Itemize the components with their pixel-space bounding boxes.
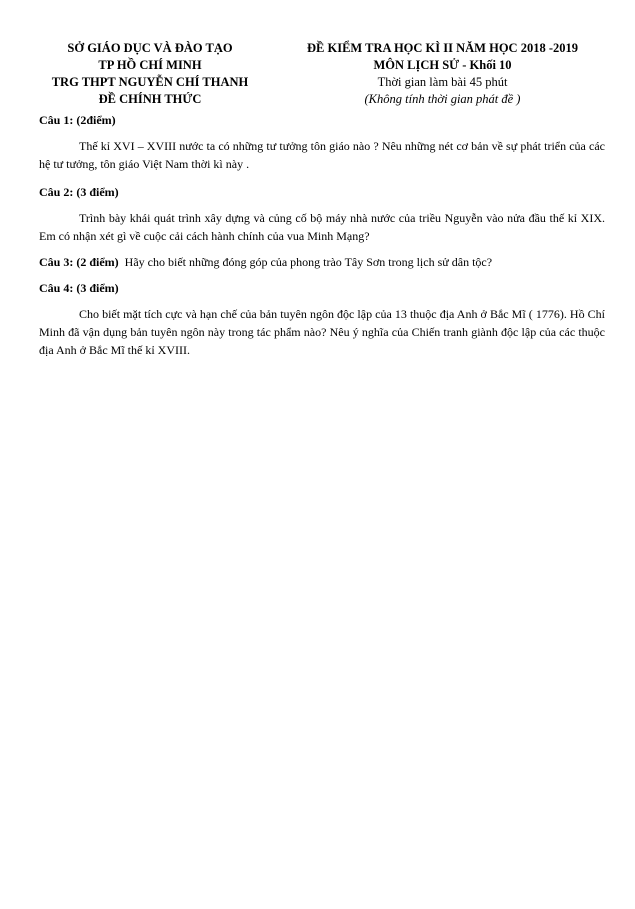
school-header (30, 40, 270, 108)
question-body: Thế kỉ XVI – XVIII nước ta có những tư tưởng tôn giáo nào ? Nêu những nét cơ bản về sự phát triển của các hệ tư tưởng, tôn giáo Việt Nam thời kì này . (39, 139, 605, 171)
question-title: Câu 4: (3 điểm) (39, 281, 119, 295)
question-title: Câu 1: (2điểm) (39, 113, 116, 127)
official-label: ĐỀ CHÍNH THỨC (98, 92, 202, 106)
question-body: Trình bày khái quát trình xây dựng và củng cố bộ máy nhà nước của triều Nguyễn vào nửa đầu thế kỉ XIX. Em có nhận xét gì về cuộc cải cách hành chính của vua Minh Mạng? (39, 211, 605, 243)
school-name: TRG THPT NGUYỄN CHÍ THANH (51, 75, 249, 89)
question-title: Câu 2: (3 điểm) (39, 185, 119, 199)
question-3 (39, 253, 605, 271)
question-1 (39, 111, 605, 173)
question-2 (39, 183, 605, 245)
question-title: Câu 3: (2 điểm) (39, 255, 119, 269)
exam-title: ĐỀ KIỂM TRA HỌC KÌ II NĂM HỌC 2018 -2019 (307, 41, 578, 55)
exam-time-note: (Không tính thời gian phát đề ) (364, 92, 521, 106)
question-body: Hãy cho biết những đóng góp của phong trào Tây Sơn trong lịch sử dân tộc? (124, 255, 493, 269)
exam-header (270, 40, 615, 108)
city-name: TP HỒ CHÍ MINH (98, 58, 202, 72)
questions-section (39, 111, 605, 359)
question-4 (39, 279, 605, 359)
exam-time: Thời gian làm bài 45 phút (377, 75, 508, 89)
question-body: Cho biết mặt tích cực và hạn chế của bản tuyên ngôn độc lập của 13 thuộc địa Anh ở Bắc Mĩ ( 1776). Hồ Chí Minh đã vận dụng bản tuyên ngôn này trong tác phẩm nào? Nêu ý nghĩa của Chiến tranh giành độc lập của các thuộc địa Anh ở Bắc Mĩ thế kỉ XVIII. (39, 307, 605, 357)
exam-subject: MÔN LỊCH SỬ - Khối 10 (373, 58, 512, 72)
department-name: SỞ GIÁO DỤC VÀ ĐÀO TẠO (67, 41, 233, 55)
